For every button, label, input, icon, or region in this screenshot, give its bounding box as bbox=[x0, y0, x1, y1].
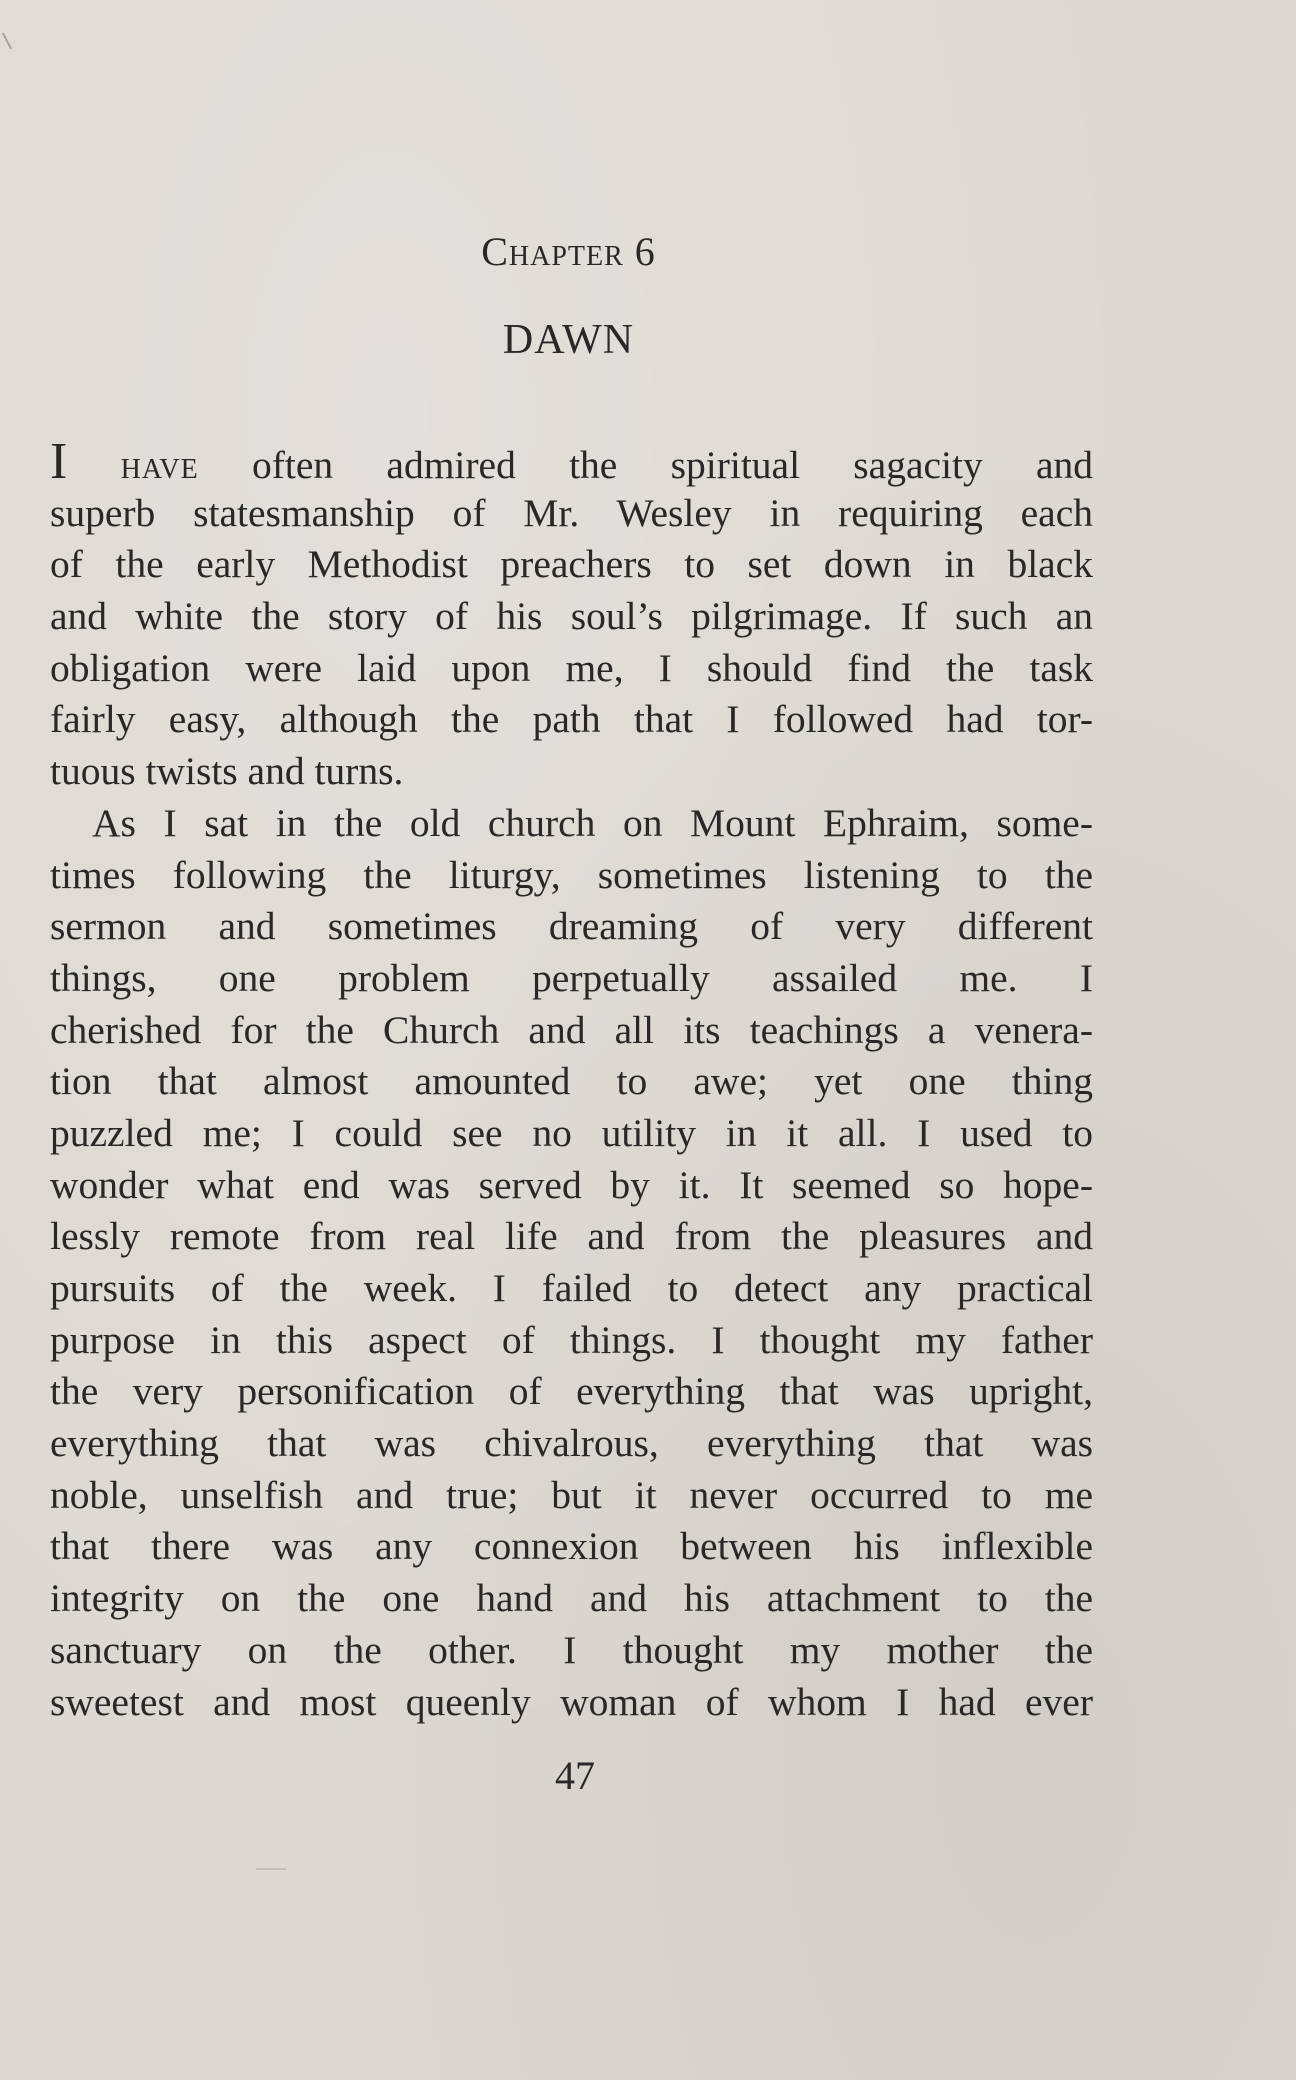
text-line: and white the story of his soul’s pilgrimage. If such an bbox=[50, 594, 1093, 639]
text-line: purpose in this aspect of things. I thought my father bbox=[50, 1317, 1093, 1362]
first-line-text: often admired the spiritual sagacity and bbox=[198, 443, 1093, 487]
text-line: sermon and sometimes dreaming of very different bbox=[50, 904, 1093, 949]
text-line: cherished for the Church and all its teachings a venera- bbox=[50, 1007, 1093, 1052]
text-line: sanctuary on the other. I thought my mother the bbox=[50, 1627, 1093, 1672]
text-line: tuous twists and turns. bbox=[50, 749, 404, 794]
paper-mark bbox=[256, 1868, 286, 1870]
opening-small-caps: have bbox=[120, 443, 199, 487]
drop-cap: I bbox=[50, 433, 68, 490]
text-line: obligation were laid upon me, I should find the task bbox=[50, 645, 1093, 690]
text-line: puzzled me; I could see no utility in it all. I used to bbox=[50, 1110, 1093, 1155]
text-line: integrity on the one hand and his attachment to the bbox=[50, 1576, 1093, 1621]
text-line: times following the liturgy, sometimes listening to the bbox=[50, 852, 1093, 897]
text-line: As I sat in the old church on Mount Ephraim, some- bbox=[92, 800, 1093, 845]
chapter-title: DAWN bbox=[502, 317, 635, 363]
text-line: things, one problem perpetually assailed me. I bbox=[50, 955, 1093, 1000]
page-number: 47 bbox=[555, 1753, 595, 1798]
text-line: fairly easy, although the path that I followed had tor- bbox=[50, 697, 1093, 742]
text-line: the very personification of everything that was upright, bbox=[50, 1369, 1093, 1414]
text-line: everything that was chivalrous, everything that was bbox=[50, 1421, 1093, 1466]
text-line: sweetest and most queenly woman of whom I had ever bbox=[50, 1679, 1093, 1724]
text-line bbox=[50, 433, 1093, 490]
text-line: of the early Methodist preachers to set down in black bbox=[50, 542, 1093, 587]
paper-mark bbox=[2, 33, 12, 50]
body-text bbox=[50, 433, 1093, 1728]
text-line: tion that almost amounted to awe; yet one thing bbox=[50, 1059, 1093, 1104]
text-line: noble, unselfish and true; but it never occurred to me bbox=[50, 1472, 1093, 1517]
text-line: lessly remote from real life and from the pleasures and bbox=[50, 1214, 1093, 1259]
chapter-label: Chapter 6 bbox=[481, 229, 656, 274]
text-line: superb statesmanship of Mr. Wesley in requiring each bbox=[50, 490, 1093, 535]
text-line: wonder what end was served by it. It seemed so hope- bbox=[50, 1162, 1093, 1207]
text-line: pursuits of the week. I failed to detect any practical bbox=[50, 1266, 1093, 1310]
text-line: that there was any connexion between his inflexible bbox=[50, 1524, 1093, 1569]
